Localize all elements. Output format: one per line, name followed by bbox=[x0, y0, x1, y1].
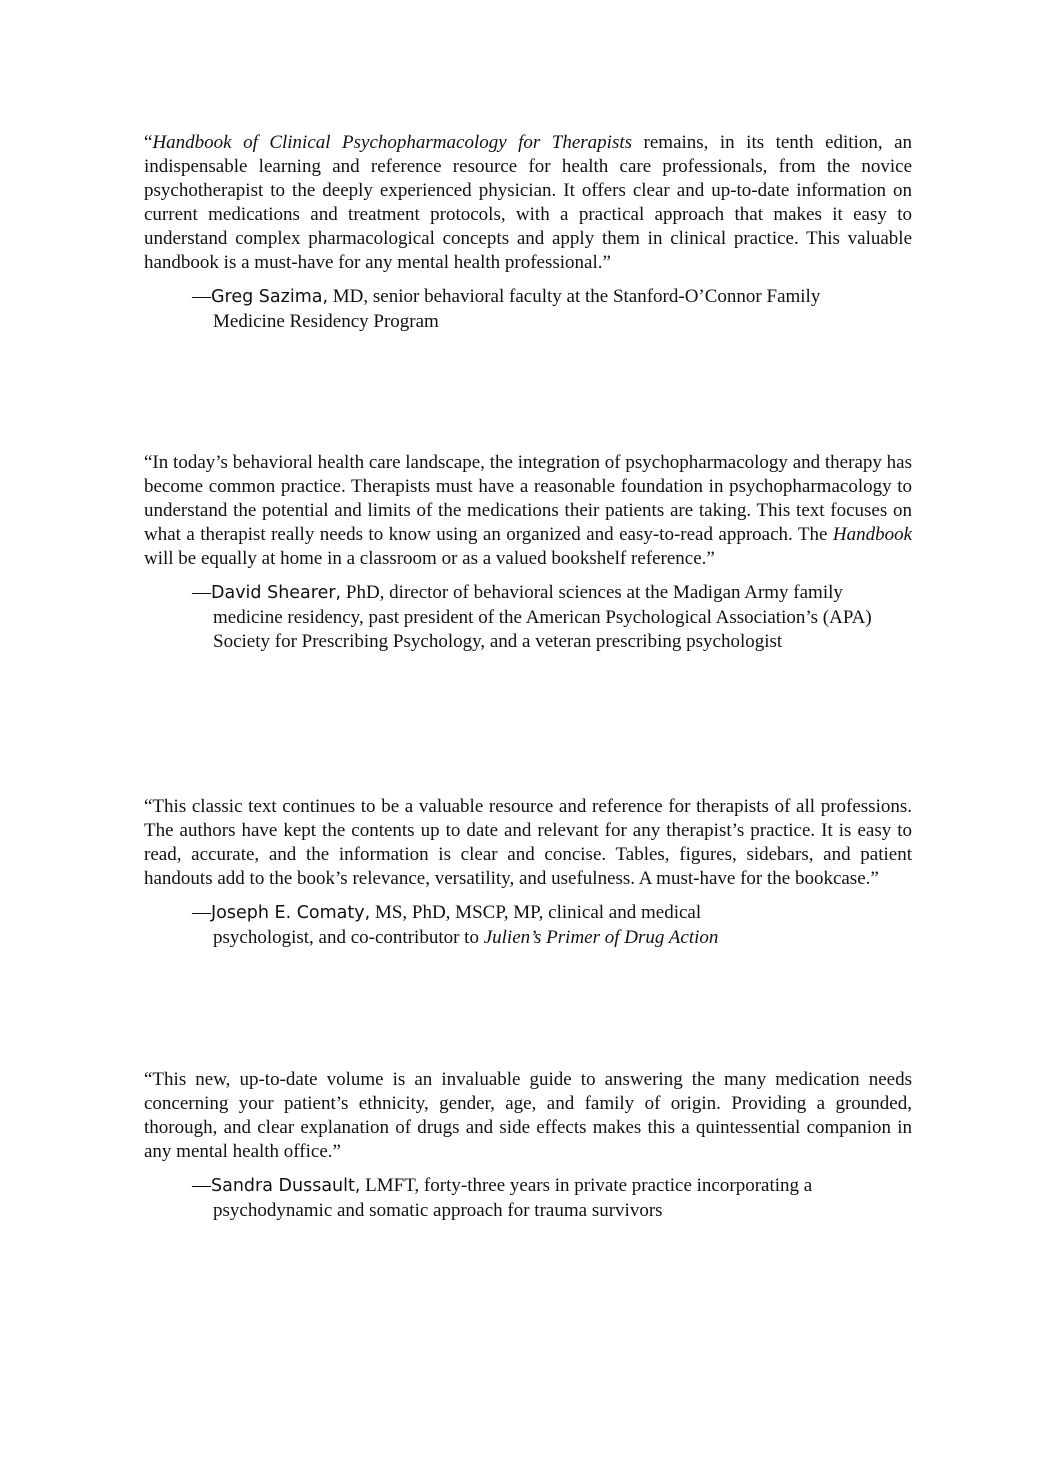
endorser-credentials: LMFT, forty-three years in private practice incorporating a psychodynamic and somatic approach for trauma survivors bbox=[213, 1175, 813, 1221]
endorsement-sazima bbox=[144, 131, 912, 334]
endorsement-dussault bbox=[144, 1068, 912, 1223]
endorsement-quote: “In today’s behavioral health care landscape, the integration of psychopharmacology and therapy has become common practice. Therapists must have a reasonable foundation in psychopharmacology to understand the potential and limits of the medications their patients are taking. This text focuses on what a therapist really needs to know using an organized and easy-to-read approach. The Handbook will be equally at home in a classroom or as a valued bookshelf reference.” bbox=[144, 452, 912, 569]
endorsement-quote: “Handbook of Clinical Psychopharmacology for Therapists remains, in its tenth edition, an indispensable learning and reference resource for health care professionals, from the novice psychotherapist to the deeply experienced physician. It offers clear and up-to-date information on current medications and treatment protocols, with a practical approach that makes it easy to understand complex pharmacological concepts and apply them in clinical practice. This valuable handbook is a must-have for any mental health professional.” bbox=[144, 132, 912, 273]
endorser-name: Sandra Dussault, bbox=[211, 1176, 361, 1196]
endorsement-quote: “This classic text continues to be a valuable resource and reference for therapists of all professions. The authors have kept the contents up to date and relevant for any therapist’s practice. It is easy to read, accurate, and the information is clear and concise. Tables, figures, sidebars, and patient handouts add to the book’s relevance, versatility, and usefulness. A must-have for the bookcase.” bbox=[144, 796, 912, 889]
endorser-name: Greg Sazima, bbox=[211, 287, 329, 307]
endorsement-comaty bbox=[144, 795, 912, 950]
book-title: Handbook of Clinical Psychopharmacology for Therapists bbox=[152, 132, 633, 153]
endorsement-attribution: —Sandra Dussault, LMFT, forty-three years in private practice incorporating a psychodynamic and somatic approach for trauma survivors bbox=[192, 1175, 813, 1221]
book-title: Handbook bbox=[832, 524, 912, 545]
endorsement-attribution: —David Shearer, PhD, director of behavioral sciences at the Madigan Army family medicine residency, past president of the American Psychological Association’s (APA) Society for Prescribing Psychology, and a veteran prescribing psychologist bbox=[192, 582, 872, 652]
endorsement-quote: “This new, up-to-date volume is an invaluable guide to answering the many medication needs concerning your patient’s ethnicity, gender, age, and family of origin. Providing a grounded, thorough, and clear explanation of drugs and side effects makes this a quintessential companion in any mental health office.” bbox=[144, 1069, 912, 1162]
endorser-credentials: PhD, director of behavioral sciences at the Madigan Army family medicine residency, past president of the American Psychological Association’s (APA) Society for Prescribing Psychology, and a veteran prescribing psychologist bbox=[213, 582, 872, 652]
endorser-name: Joseph E. Comaty, bbox=[211, 903, 371, 923]
endorsement-attribution: —Joseph E. Comaty, MS, PhD, MSCP, MP, clinical and medical psychologist, and co-contributor to Julien’s Primer of Drug Action bbox=[192, 902, 719, 948]
endorser-credentials: MD, senior behavioral faculty at the Stanford-O’Connor Family Medicine Residency Program bbox=[213, 286, 821, 332]
endorsement-attribution: —Greg Sazima, MD, senior behavioral faculty at the Stanford-O’Connor Family Medicine Residency Program bbox=[192, 286, 821, 332]
endorser-credentials: MS, PhD, MSCP, MP, clinical and medical psychologist, and co-contributor to bbox=[213, 902, 702, 948]
cited-book-title: Julien’s Primer of Drug Action bbox=[483, 926, 719, 948]
endorsement-shearer bbox=[144, 451, 912, 655]
endorser-name: David Shearer, bbox=[211, 583, 342, 603]
